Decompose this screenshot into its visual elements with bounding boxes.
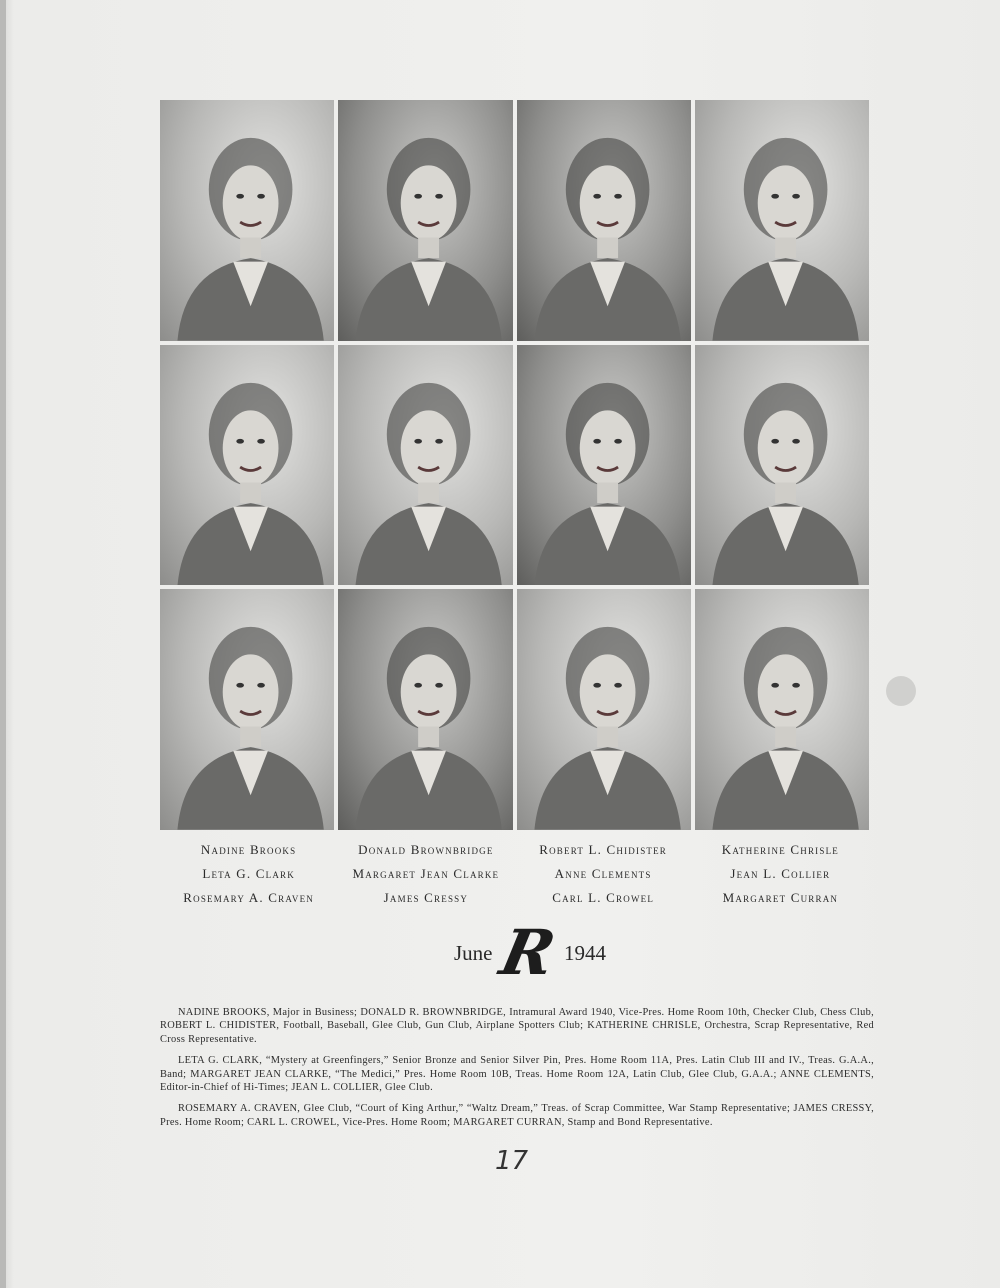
student-portrait (160, 589, 334, 830)
school-logo-letter: R (494, 916, 562, 989)
student-name: Carl L. Crowel (552, 890, 655, 905)
student-name: Leta G. Clark (202, 866, 295, 881)
student-name: Margaret Curran (722, 890, 839, 905)
class-title (400, 918, 660, 988)
student-name: Jean L. Collier (730, 866, 831, 881)
paper-smudge (886, 676, 916, 706)
student-name: James Cressy (383, 890, 469, 905)
title-month: June (453, 940, 493, 965)
portrait-icon (338, 589, 512, 830)
portrait-icon (695, 100, 869, 341)
portrait-icon (338, 100, 512, 341)
portrait-icon (517, 589, 691, 830)
student-portrait (695, 345, 869, 586)
name-column (160, 838, 337, 910)
student-portrait (695, 100, 869, 341)
student-names (160, 838, 869, 910)
bio-paragraph: ROSEMARY A. CRAVEN, Glee Club, “Court of King Arthur,” “Waltz Dream,” Treas. of Scrap Committee, War Stamp Representative; JAMES CRESSY, Pres. Home Room; CARL L. CROWEL, Vice-Pres. Home Room; MARGARET CURRAN, Stamp and Bond Representative. (160, 1103, 874, 1128)
portrait-icon (695, 589, 869, 830)
bio-paragraph: LETA G. CLARK, “Mystery at Greenfingers,” Senior Bronze and Senior Silver Pin, Pres. Home Room 11A, Pres. Latin Club III and IV., Treas. G.A.A., Band; MARGARET JEAN CLARKE, “The Medici,” Pres. Home Room 10B, Treas. Home Room 12A, Latin Club, Glee Club, G.A.A.; ANNE CLEMENTS, Editor-in-Chief of Hi-Times; JEAN L. COLLIER, Glee Club. (160, 1055, 874, 1094)
portrait-icon (517, 345, 691, 586)
portrait-icon (160, 589, 334, 830)
portrait-icon (160, 345, 334, 586)
student-portrait (160, 345, 334, 586)
student-portrait (517, 589, 691, 830)
student-portrait (338, 100, 512, 341)
student-name: Anne Clements (554, 866, 652, 881)
name-column (692, 838, 869, 910)
name-column (515, 838, 692, 910)
student-activities-text (160, 1006, 874, 1137)
student-name: Robert L. Chidister (539, 842, 668, 857)
bio-paragraph: NADINE BROOKS, Major in Business; DONALD R. BROWNBRIDGE, Intramural Award 1940, Vice-Pres. Home Room 10th, Checker Club, Chess Club, ROBERT L. CHIDISTER, Football, Baseball, Glee Club, Gun Club, Airplane Spotters Club; KATHERINE CHRISLE, Orchestra, Scrap Representative, Red Cross Representative. (160, 1007, 874, 1045)
student-portrait (695, 589, 869, 830)
page-number: 17 (495, 1146, 529, 1176)
student-portrait (338, 345, 512, 586)
portrait-icon (160, 100, 334, 341)
portrait-grid (160, 100, 869, 830)
student-name: Katherine Chrisle (721, 842, 839, 857)
student-portrait (517, 100, 691, 341)
title-year: 1944 (564, 940, 607, 965)
student-name: Rosemary A. Craven (183, 890, 314, 905)
portrait-icon (695, 345, 869, 586)
student-portrait (160, 100, 334, 341)
student-name: Margaret Jean Clarke (352, 866, 500, 881)
name-column (337, 838, 514, 910)
student-name: Nadine Brooks (200, 842, 297, 857)
portrait-icon (517, 100, 691, 341)
student-portrait (517, 345, 691, 586)
portrait-icon (338, 345, 512, 586)
student-portrait (338, 589, 512, 830)
page-binding-edge (0, 0, 6, 1288)
student-name: Donald Brownbridge (358, 842, 494, 857)
